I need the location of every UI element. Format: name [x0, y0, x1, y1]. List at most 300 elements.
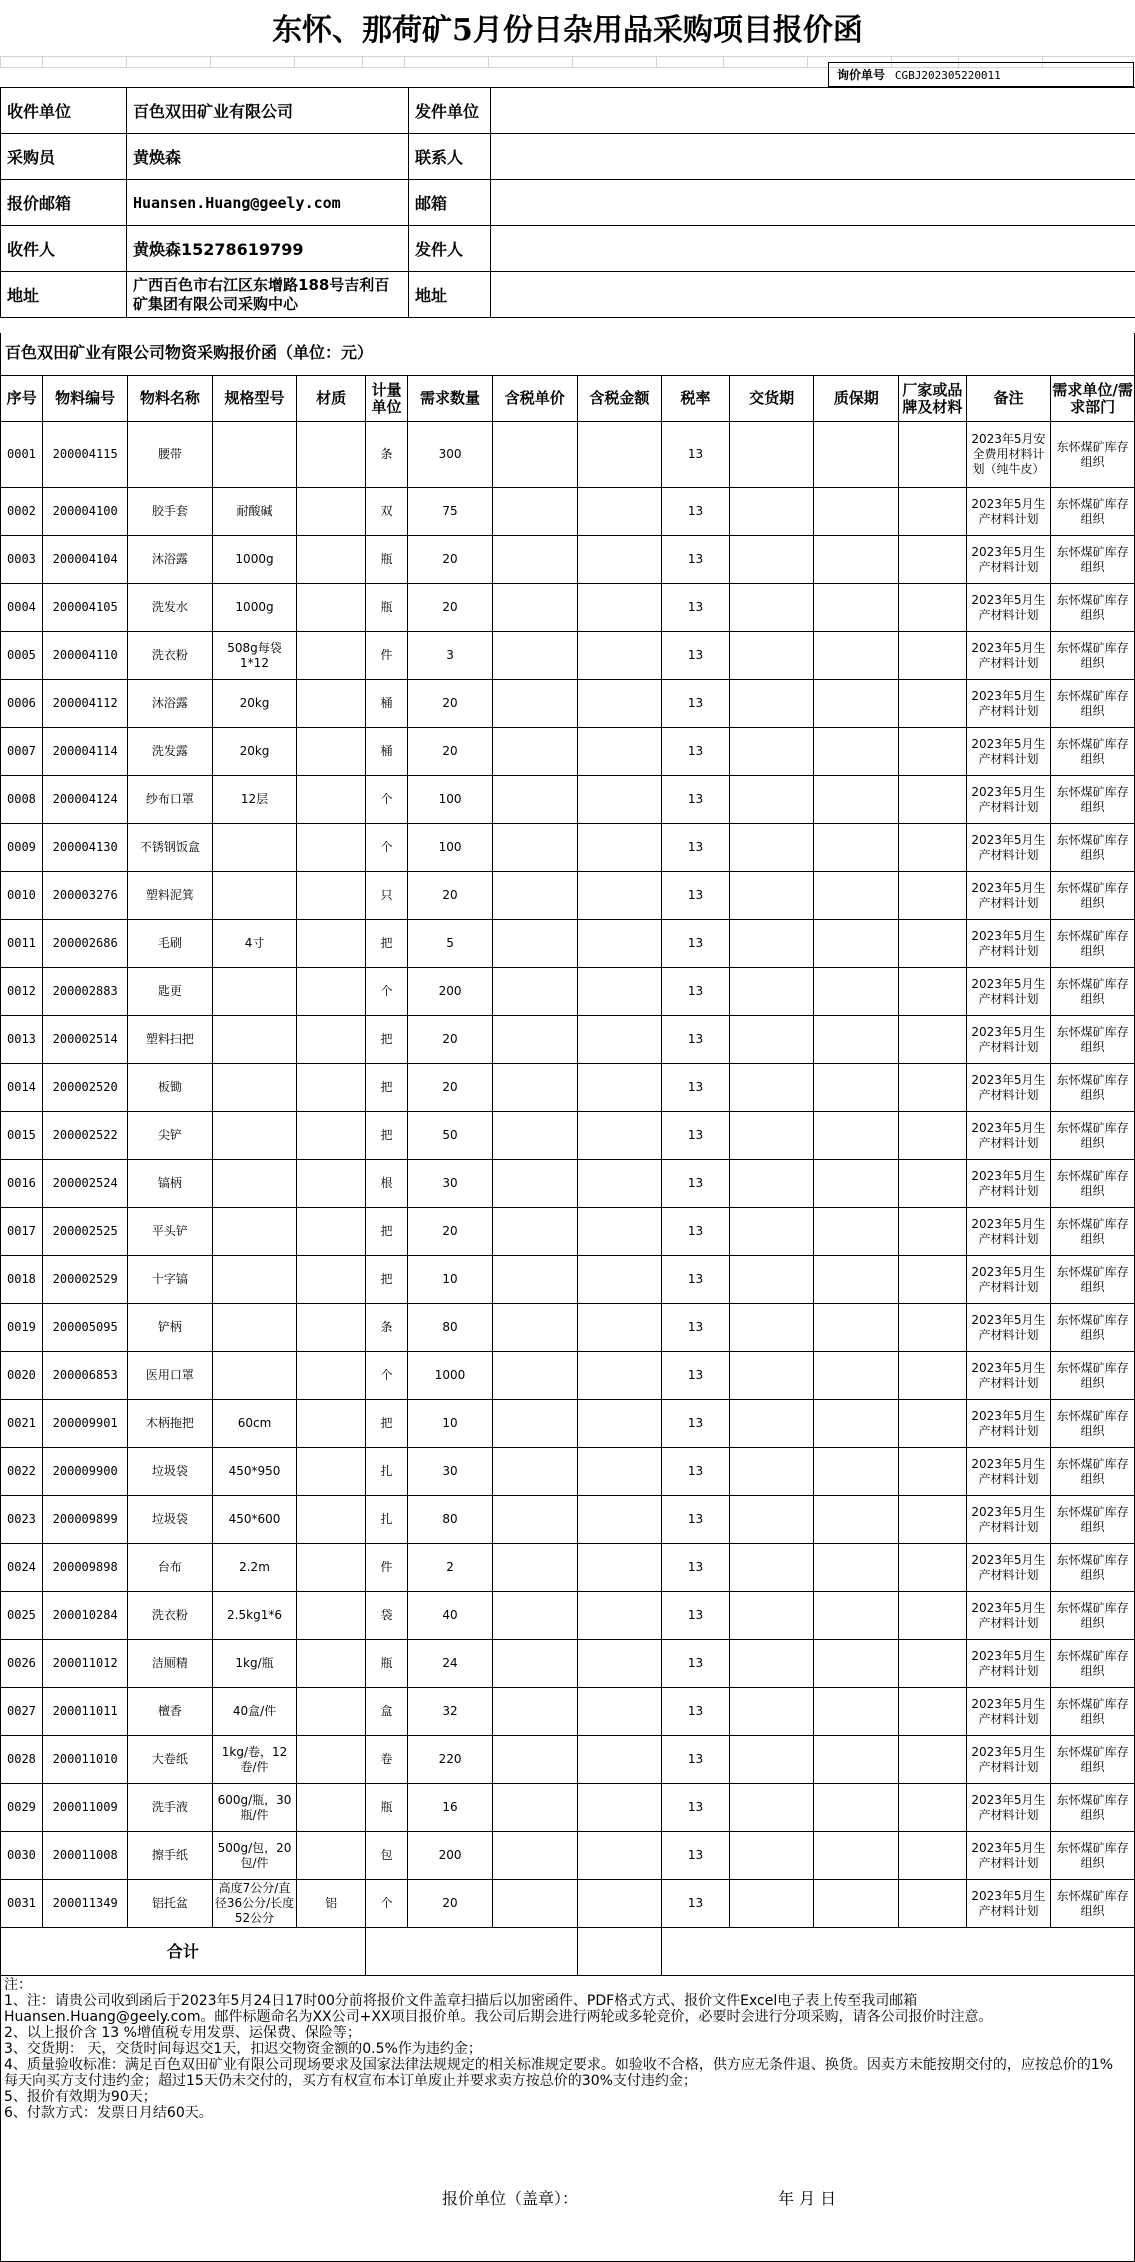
cell-tax: 13: [662, 1832, 730, 1880]
cell-mat: 铝: [297, 1880, 366, 1928]
cell-blank[interactable]: [577, 920, 662, 968]
cell-blank[interactable]: [899, 1544, 967, 1592]
info-value[interactable]: [491, 272, 1135, 318]
column-header: 材质: [297, 376, 366, 422]
cell-blank[interactable]: [492, 422, 577, 488]
cell-spec: 12层: [212, 776, 297, 824]
cell-blank[interactable]: [729, 1112, 814, 1160]
cell-blank[interactable]: [577, 1400, 662, 1448]
cell-no: 0028: [1, 1736, 43, 1784]
cell-qty: 10: [408, 1256, 493, 1304]
cell-blank[interactable]: [729, 1256, 814, 1304]
cell-blank[interactable]: [577, 1736, 662, 1784]
cell-blank[interactable]: [814, 1352, 899, 1400]
cell-unit: 把: [365, 1400, 407, 1448]
cell-name: 铝托盆: [128, 1880, 213, 1928]
cell-blank[interactable]: [899, 584, 967, 632]
cell-blank[interactable]: [492, 1592, 577, 1640]
cell-blank[interactable]: [729, 1064, 814, 1112]
cell-blank[interactable]: [729, 1544, 814, 1592]
cell-name: 十字镐: [128, 1256, 213, 1304]
cell-blank[interactable]: [577, 872, 662, 920]
info-value[interactable]: 百色双田矿业有限公司: [127, 88, 409, 134]
table-row: [1, 824, 1135, 872]
cell-no: 0023: [1, 1496, 43, 1544]
cell-blank[interactable]: [729, 680, 814, 728]
cell-blank[interactable]: [492, 1736, 577, 1784]
cell-blank[interactable]: [899, 1304, 967, 1352]
cell-blank[interactable]: [729, 968, 814, 1016]
cell-blank[interactable]: [729, 584, 814, 632]
header-row: [1, 376, 1135, 422]
cell-blank[interactable]: [899, 1448, 967, 1496]
cell-blank[interactable]: [492, 1784, 577, 1832]
cell-blank[interactable]: [729, 920, 814, 968]
cell-blank[interactable]: [492, 728, 577, 776]
cell-blank[interactable]: [814, 422, 899, 488]
cell-blank[interactable]: [577, 1544, 662, 1592]
column-header: 税率: [662, 376, 730, 422]
cell-spec: 60cm: [212, 1400, 297, 1448]
cell-blank[interactable]: [729, 1784, 814, 1832]
cell-qty: 20: [408, 680, 493, 728]
cell-blank[interactable]: [899, 920, 967, 968]
cell-remark: 2023年5月生产材料计划: [966, 1112, 1051, 1160]
table-row: [1, 584, 1135, 632]
cell-blank[interactable]: [899, 1496, 967, 1544]
cell-blank[interactable]: [577, 1496, 662, 1544]
cell-blank[interactable]: [492, 1352, 577, 1400]
cell-tax: 13: [662, 824, 730, 872]
cell-blank[interactable]: [729, 1208, 814, 1256]
cell-blank[interactable]: [814, 1496, 899, 1544]
table-row: [1, 776, 1135, 824]
cell-no: 0024: [1, 1544, 43, 1592]
column-header: 计量单位: [365, 376, 407, 422]
table-row: [1, 920, 1135, 968]
cell-unit: 个: [365, 968, 407, 1016]
cell-tax: 13: [662, 1688, 730, 1736]
cell-blank[interactable]: [899, 1016, 967, 1064]
cell-blank[interactable]: [729, 1592, 814, 1640]
cell-blank[interactable]: [729, 1496, 814, 1544]
info-value[interactable]: [491, 180, 1135, 226]
cell-blank[interactable]: [899, 1208, 967, 1256]
cell-blank[interactable]: [577, 680, 662, 728]
cell-blank[interactable]: [814, 680, 899, 728]
cell-blank[interactable]: [577, 1688, 662, 1736]
cell-code: 200009899: [43, 1496, 128, 1544]
cell-blank[interactable]: [492, 1064, 577, 1112]
cell-blank[interactable]: [492, 632, 577, 680]
info-value[interactable]: 黄焕森: [127, 134, 409, 180]
cell-blank[interactable]: [814, 968, 899, 1016]
table-row: [1, 1736, 1135, 1784]
cell-unit: 把: [365, 1112, 407, 1160]
cell-name: 塑料扫把: [128, 1016, 213, 1064]
cell-blank[interactable]: [729, 824, 814, 872]
cell-code: 200004130: [43, 824, 128, 872]
cell-mat: [297, 968, 366, 1016]
cell-blank[interactable]: [899, 1880, 967, 1928]
date-label: 年 月 日: [778, 2189, 837, 2208]
cell-no: 0012: [1, 968, 43, 1016]
cell-blank[interactable]: [899, 1064, 967, 1112]
cell-blank[interactable]: [899, 1160, 967, 1208]
cell-blank[interactable]: [492, 1688, 577, 1736]
cell-blank[interactable]: [577, 968, 662, 1016]
cell-unit: 瓶: [365, 1784, 407, 1832]
cell-no: 0009: [1, 824, 43, 872]
cell-mat: [297, 536, 366, 584]
cell-blank[interactable]: [729, 422, 814, 488]
cell-blank[interactable]: [899, 968, 967, 1016]
column-header: 交货期: [729, 376, 814, 422]
table-subtitle: 百色双田矿业有限公司物资采购报价函（单位：元）: [0, 333, 1135, 375]
cell-qty: 3: [408, 632, 493, 680]
cell-blank[interactable]: [577, 632, 662, 680]
cell-spec: [212, 1112, 297, 1160]
cell-blank[interactable]: [899, 422, 967, 488]
cell-blank[interactable]: [899, 536, 967, 584]
cell-blank[interactable]: [814, 872, 899, 920]
info-value[interactable]: 广西百色市右江区东增路188号吉利百矿集团有限公司采购中心: [127, 272, 409, 318]
cell-blank[interactable]: [729, 1736, 814, 1784]
cell-blank[interactable]: [577, 1640, 662, 1688]
cell-name: 洗发水: [128, 584, 213, 632]
cell-dept: 东怀煤矿库存组织: [1051, 1688, 1135, 1736]
cell-blank[interactable]: [814, 1112, 899, 1160]
cell-code: 200004124: [43, 776, 128, 824]
cell-blank[interactable]: [577, 1304, 662, 1352]
cell-tax: 13: [662, 1880, 730, 1928]
cell-blank[interactable]: [814, 1160, 899, 1208]
cell-name: 大卷纸: [128, 1736, 213, 1784]
cell-blank[interactable]: [814, 1832, 899, 1880]
cell-blank[interactable]: [577, 1016, 662, 1064]
cell-blank[interactable]: [729, 1352, 814, 1400]
cell-no: 0031: [1, 1880, 43, 1928]
cell-qty: 220: [408, 1736, 493, 1784]
cell-blank[interactable]: [492, 776, 577, 824]
cell-code: 200002520: [43, 1064, 128, 1112]
cell-blank[interactable]: [492, 1640, 577, 1688]
info-value[interactable]: [491, 88, 1135, 134]
cell-dept: 东怀煤矿库存组织: [1051, 1448, 1135, 1496]
cell-blank[interactable]: [492, 1160, 577, 1208]
cell-blank[interactable]: [899, 1400, 967, 1448]
cell-dept: 东怀煤矿库存组织: [1051, 1880, 1135, 1928]
cell-spec: 450*600: [212, 1496, 297, 1544]
cell-blank[interactable]: [899, 1112, 967, 1160]
cell-qty: 20: [408, 1880, 493, 1928]
cell-code: 200009901: [43, 1400, 128, 1448]
cell-blank[interactable]: [492, 584, 577, 632]
cell-tax: 13: [662, 1736, 730, 1784]
cell-blank[interactable]: [899, 680, 967, 728]
cell-blank[interactable]: [814, 1256, 899, 1304]
total-empty: [365, 1928, 577, 1976]
cell-remark: 2023年5月生产材料计划: [966, 1736, 1051, 1784]
cell-blank[interactable]: [814, 824, 899, 872]
cell-blank[interactable]: [577, 1832, 662, 1880]
cell-blank[interactable]: [899, 1784, 967, 1832]
cell-blank[interactable]: [577, 1880, 662, 1928]
cell-no: 0002: [1, 488, 43, 536]
cell-remark: 2023年5月生产材料计划: [966, 824, 1051, 872]
cell-unit: 扎: [365, 1496, 407, 1544]
cell-blank[interactable]: [729, 488, 814, 536]
cell-qty: 200: [408, 1832, 493, 1880]
page-title: 东怀、那荷矿5月份日杂用品采购项目报价函: [272, 13, 863, 48]
info-value[interactable]: Huansen.Huang@geely.com: [127, 180, 409, 226]
signature-label: 报价单位（盖章）：: [442, 2189, 579, 2208]
cell-blank[interactable]: [492, 920, 577, 968]
note-line: 5、报价有效期为90天；: [4, 2089, 157, 2105]
cell-blank[interactable]: [729, 536, 814, 584]
cell-spec: 450*950: [212, 1448, 297, 1496]
cell-blank[interactable]: [814, 1592, 899, 1640]
info-label: 报价邮箱: [1, 180, 127, 226]
cell-spec: 1kg/瓶: [212, 1640, 297, 1688]
cell-blank[interactable]: [577, 584, 662, 632]
cell-mat: [297, 584, 366, 632]
cell-blank[interactable]: [814, 1016, 899, 1064]
cell-blank[interactable]: [814, 1064, 899, 1112]
cell-mat: [297, 1832, 366, 1880]
cell-blank[interactable]: [899, 1736, 967, 1784]
cell-blank[interactable]: [577, 776, 662, 824]
cell-code: 200009898: [43, 1544, 128, 1592]
cell-mat: [297, 824, 366, 872]
cell-blank[interactable]: [899, 1688, 967, 1736]
cell-blank[interactable]: [899, 1832, 967, 1880]
cell-tax: 13: [662, 1496, 730, 1544]
cell-blank[interactable]: [492, 968, 577, 1016]
cell-spec: 高度7公分/直径36公分/长度52公分: [212, 1880, 297, 1928]
cell-name: 洗衣粉: [128, 1592, 213, 1640]
cell-mat: [297, 1304, 366, 1352]
cell-blank[interactable]: [899, 1592, 967, 1640]
cell-code: 200002522: [43, 1112, 128, 1160]
cell-tax: 13: [662, 1016, 730, 1064]
cell-remark: 2023年5月生产材料计划: [966, 1016, 1051, 1064]
cell-blank[interactable]: [899, 488, 967, 536]
cell-blank[interactable]: [814, 920, 899, 968]
cell-blank[interactable]: [814, 488, 899, 536]
cell-name: 洗手液: [128, 1784, 213, 1832]
cell-no: 0011: [1, 920, 43, 968]
cell-blank[interactable]: [814, 1448, 899, 1496]
cell-blank[interactable]: [814, 584, 899, 632]
cell-spec: 4寸: [212, 920, 297, 968]
cell-qty: 100: [408, 776, 493, 824]
table-row: [1, 1880, 1135, 1928]
cell-blank[interactable]: [492, 1880, 577, 1928]
cell-blank[interactable]: [899, 1640, 967, 1688]
cell-blank[interactable]: [729, 1016, 814, 1064]
cell-dept: 东怀煤矿库存组织: [1051, 632, 1135, 680]
cell-blank[interactable]: [729, 728, 814, 776]
cell-remark: 2023年5月生产材料计划: [966, 728, 1051, 776]
cell-blank[interactable]: [899, 632, 967, 680]
cell-spec: [212, 1256, 297, 1304]
cell-blank[interactable]: [492, 1448, 577, 1496]
cell-tax: 13: [662, 872, 730, 920]
cell-dept: 东怀煤矿库存组织: [1051, 776, 1135, 824]
cell-blank[interactable]: [814, 1736, 899, 1784]
cell-blank[interactable]: [814, 1304, 899, 1352]
cell-blank[interactable]: [577, 1448, 662, 1496]
cell-remark: 2023年5月生产材料计划: [966, 968, 1051, 1016]
notes: [0, 1975, 1135, 2262]
cell-remark: 2023年5月生产材料计划: [966, 1640, 1051, 1688]
cell-blank[interactable]: [729, 1880, 814, 1928]
cell-mat: [297, 1448, 366, 1496]
cell-blank[interactable]: [899, 872, 967, 920]
table-row: [1, 728, 1135, 776]
cell-blank[interactable]: [492, 1496, 577, 1544]
cell-blank[interactable]: [492, 824, 577, 872]
cell-blank[interactable]: [729, 776, 814, 824]
table-row: [1, 968, 1135, 1016]
cell-blank[interactable]: [814, 1880, 899, 1928]
table-row: [1, 1208, 1135, 1256]
cell-blank[interactable]: [729, 872, 814, 920]
cell-mat: [297, 1352, 366, 1400]
cell-blank[interactable]: [492, 1400, 577, 1448]
table-row: [1, 422, 1135, 488]
cell-blank[interactable]: [899, 728, 967, 776]
cell-blank[interactable]: [577, 1208, 662, 1256]
cell-blank[interactable]: [814, 1688, 899, 1736]
cell-code: 200004104: [43, 536, 128, 584]
cell-blank[interactable]: [577, 728, 662, 776]
cell-name: 塑料泥箕: [128, 872, 213, 920]
cell-blank[interactable]: [729, 1304, 814, 1352]
cell-spec: 2.2m: [212, 1544, 297, 1592]
cell-spec: [212, 1208, 297, 1256]
cell-blank[interactable]: [814, 1400, 899, 1448]
cell-unit: 双: [365, 488, 407, 536]
cell-blank[interactable]: [492, 536, 577, 584]
cell-blank[interactable]: [492, 1256, 577, 1304]
cell-blank[interactable]: [729, 1400, 814, 1448]
cell-blank[interactable]: [814, 1640, 899, 1688]
cell-remark: 2023年5月生产材料计划: [966, 1160, 1051, 1208]
cell-no: 0022: [1, 1448, 43, 1496]
cell-blank[interactable]: [814, 776, 899, 824]
cell-blank[interactable]: [729, 1688, 814, 1736]
cell-blank[interactable]: [577, 488, 662, 536]
cell-blank[interactable]: [899, 1352, 967, 1400]
info-value[interactable]: 黄焕森15278619799: [127, 226, 409, 272]
cell-blank[interactable]: [899, 1256, 967, 1304]
cell-blank[interactable]: [577, 536, 662, 584]
cell-qty: 75: [408, 488, 493, 536]
cell-blank[interactable]: [814, 1544, 899, 1592]
cell-remark: 2023年5月生产材料计划: [966, 1448, 1051, 1496]
cell-blank[interactable]: [492, 872, 577, 920]
cell-dept: 东怀煤矿库存组织: [1051, 1016, 1135, 1064]
column-header: 含税金额: [577, 376, 662, 422]
cell-blank[interactable]: [492, 1112, 577, 1160]
cell-code: 200011012: [43, 1640, 128, 1688]
cell-blank[interactable]: [492, 1208, 577, 1256]
cell-remark: 2023年5月生产材料计划: [966, 1208, 1051, 1256]
cell-unit: 瓶: [365, 536, 407, 584]
column-header: 需求单位/需求部门: [1051, 376, 1135, 422]
info-row: [1, 134, 1135, 180]
cell-blank[interactable]: [577, 1784, 662, 1832]
cell-mat: [297, 1064, 366, 1112]
cell-blank[interactable]: [577, 1352, 662, 1400]
info-label: 采购员: [1, 134, 127, 180]
total-amount: [577, 1928, 662, 1976]
cell-blank[interactable]: [729, 1160, 814, 1208]
cell-blank[interactable]: [577, 1256, 662, 1304]
cell-spec: [212, 1160, 297, 1208]
cell-blank[interactable]: [577, 824, 662, 872]
cell-blank[interactable]: [492, 680, 577, 728]
cell-spec: [212, 872, 297, 920]
cell-blank[interactable]: [492, 1016, 577, 1064]
cell-blank[interactable]: [577, 1160, 662, 1208]
cell-tax: 13: [662, 1352, 730, 1400]
info-value[interactable]: [491, 134, 1135, 180]
cell-blank[interactable]: [577, 1112, 662, 1160]
cell-blank[interactable]: [899, 824, 967, 872]
cell-blank[interactable]: [577, 1592, 662, 1640]
cell-code: 200005095: [43, 1304, 128, 1352]
cell-blank[interactable]: [492, 488, 577, 536]
cell-blank[interactable]: [492, 1304, 577, 1352]
cell-blank[interactable]: [814, 632, 899, 680]
cell-blank[interactable]: [814, 1784, 899, 1832]
column-header: 备注: [966, 376, 1051, 422]
cell-dept: 东怀煤矿库存组织: [1051, 1736, 1135, 1784]
cell-blank[interactable]: [814, 536, 899, 584]
note-line: 4、质量验收标准：满足百色双田矿业有限公司现场要求及国家法律法规规定的相关标准规定要求。如验收不合格，供方应无条件退、换货。因卖方未能按期交付的，应按总价的1% 每天向买方支付违约金；超过15天仍未交付的，买方有权宣布本订单废止并要求卖方按总价的30%支付违约金；: [4, 2057, 1114, 2089]
cell-blank[interactable]: [814, 1208, 899, 1256]
cell-blank[interactable]: [492, 1544, 577, 1592]
cell-mat: [297, 1592, 366, 1640]
cell-no: 0005: [1, 632, 43, 680]
cell-blank[interactable]: [577, 422, 662, 488]
cell-blank[interactable]: [729, 1640, 814, 1688]
cell-qty: 20: [408, 1016, 493, 1064]
info-label: 收件单位: [1, 88, 127, 134]
cell-no: 0013: [1, 1016, 43, 1064]
cell-tax: 13: [662, 488, 730, 536]
cell-qty: 80: [408, 1496, 493, 1544]
cell-blank[interactable]: [729, 1448, 814, 1496]
cell-blank[interactable]: [899, 776, 967, 824]
cell-mat: [297, 422, 366, 488]
cell-blank[interactable]: [577, 1064, 662, 1112]
cell-mat: [297, 728, 366, 776]
info-label: 地址: [1, 272, 127, 318]
cell-blank[interactable]: [814, 728, 899, 776]
note-line: 6、付款方式：发票日月结60天。: [4, 2105, 213, 2121]
cell-remark: 2023年5月生产材料计划: [966, 1832, 1051, 1880]
cell-blank[interactable]: [729, 1832, 814, 1880]
cell-blank[interactable]: [492, 1832, 577, 1880]
cell-code: 200002525: [43, 1208, 128, 1256]
table-row: [1, 1256, 1135, 1304]
info-value[interactable]: [491, 226, 1135, 272]
cell-blank[interactable]: [729, 632, 814, 680]
